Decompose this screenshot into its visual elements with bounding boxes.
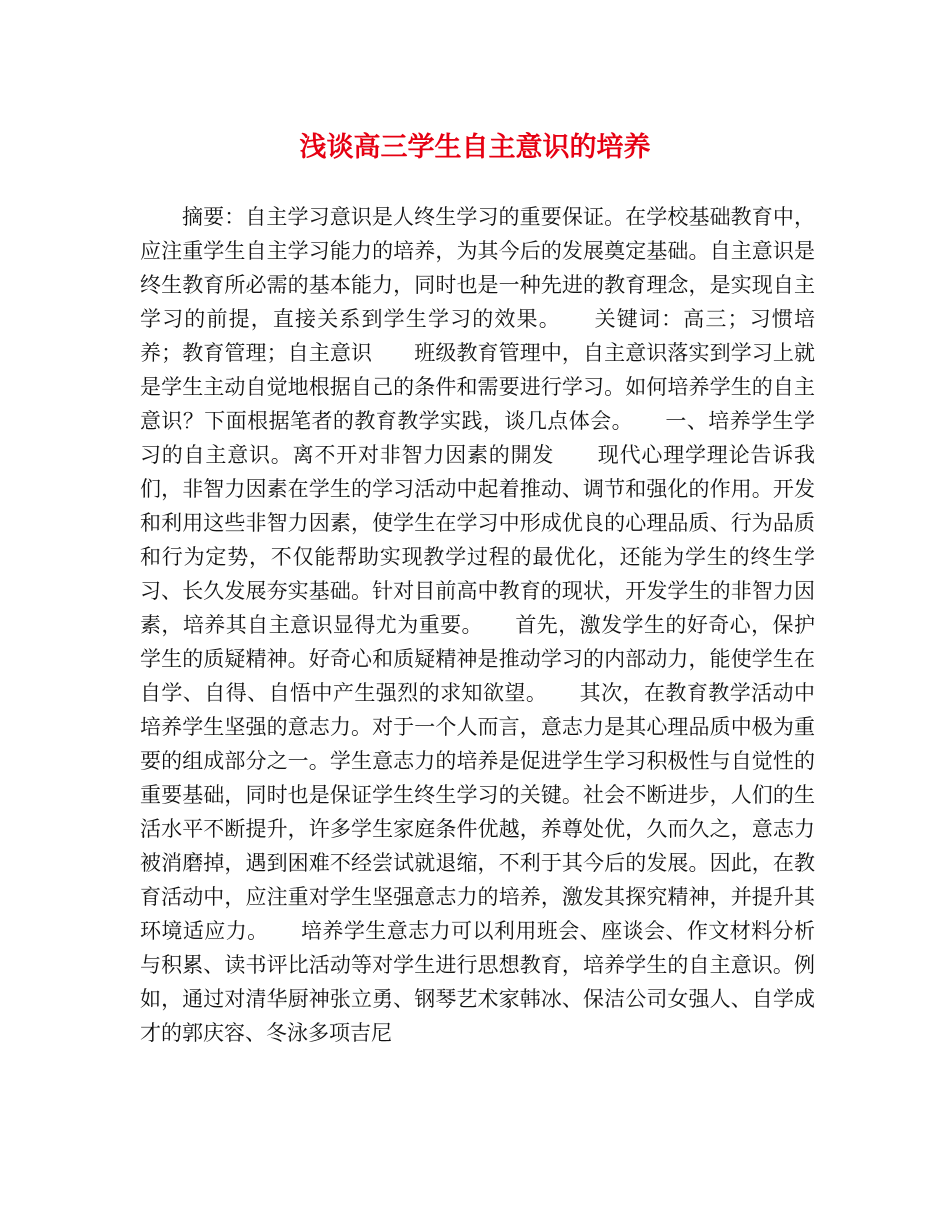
document-title: 浅谈高三学生自主意识的培养 (299, 132, 651, 163)
document-body: 摘要：自主学习意识是人终生学习的重要保证。在学校基础教育中，应注重学生自主学习能力的培养，为其今后的发展奠定基础。自主意识是终生教育所必需的基本能力，同时也是一种先进的教育理念，是实现自主学习的前提，直接关系到学生学习的效果。 关键词：高三；习惯培养；教育管理；自主意识 班级教育管理中，自主意识落实到学习上就是学生主动自觉地根据自己的条件和需要进行学习。如何培养学生的自主意识？下面根据笔者的教育教学实践，谈几点体会。 一、培养学生学习的自主意识。离不开对非智力因素的開发 现代心理学理论告诉我们，非智力因素在学生的学习活动中起着推动、调节和强化的作用。开发和利用这些非智力因素，使学生在学习中形成优良的心理品质、行为品质和行为定势，不仅能帮助实现教学过程的最优化，还能为学生的终生学习、长久发展夯实基础。针对目前高中教育的现状，开发学生的非智力因素，培养其自主意识显得尤为重要。 首先，激发学生的好奇心，保护学生的质疑精神。好奇心和质疑精神是推动学习的内部动力，能使学生在自学、自得、自悟中产生强烈的求知欲望。 其次，在教育教学活动中培养学生坚强的意志力。对于一个人而言，意志力是其心理品质中极为重要的组成部分之一。学生意志力的培养是促进学生学习积极性与自觉性的重要基础，同时也是保证学生终生学习的关键。社会不断进步，人们的生活水平不断提升，许多学生家庭条件优越，养尊处优，久而久之，意志力被消磨掉，遇到困难不经尝试就退缩，不利于其今后的发展。因此，在教育活动中，应注重对学生坚强意志力的培养，激发其探究精神，并提升其环境适应力。 培养学生意志力可以利用班会、座谈会、作文材料分析与积累、读书评比活动等对学生进行思想教育，培养学生的自主意识。例如，通过对清华厨神张立勇、钢琴艺术家韩冰、保洁公司女强人、自学成才的郭庆容、冬泳多项吉尼 (140, 205, 815, 1045)
